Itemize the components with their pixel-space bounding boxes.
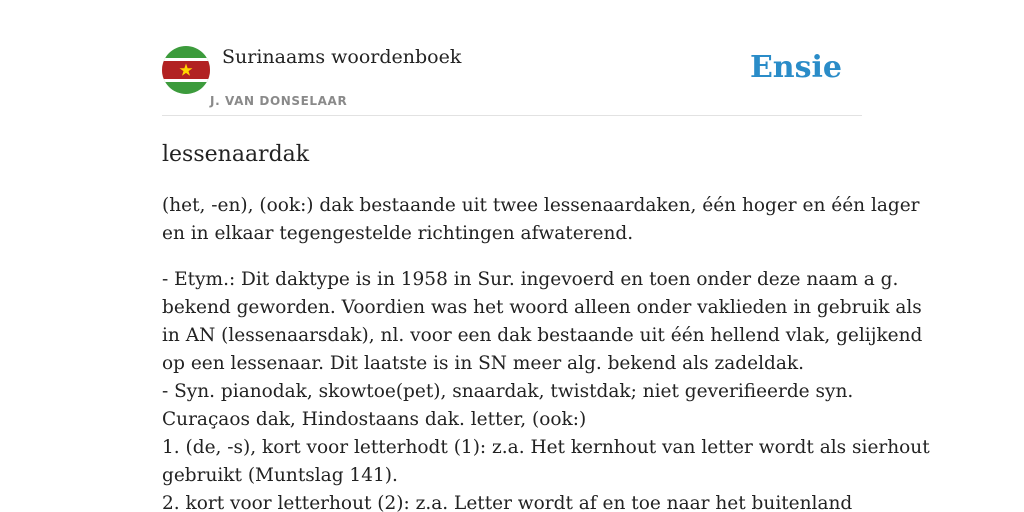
dictionary-header [162, 46, 862, 116]
entry-notes [162, 266, 930, 512]
notes-line: - Syn. pianodak, skowtoe(pet), snaardak, twistdak; niet geverifieerde syn. [162, 381, 854, 402]
entry-content [162, 140, 930, 512]
dictionary-title[interactable]: Surinaams woordenboek [222, 46, 462, 68]
header-divider [162, 115, 862, 116]
ensie-logo[interactable]: Ensie [749, 50, 842, 85]
notes-line: 2. kort voor letterhout (2): z.a. Letter wordt af en toe naar het buitenland [162, 493, 853, 512]
entry-definition [162, 192, 920, 248]
notes-line: op een lessenaar. Dit laatste is in SN meer alg. bekend als zadeldak. [162, 353, 804, 374]
notes-line: 1. (de, -s), kort voor letterhodt (1): z.a. Het kernhout van letter wordt als sierhout [162, 437, 930, 458]
definition-line: (het, -en), (ook:) dak bestaande uit twee lessenaardaken, één hoger en één lager [162, 195, 920, 216]
notes-line: in AN (lessenaarsdak), nl. voor een dak bestaande uit één hellend vlak, gelijkend [162, 325, 923, 346]
notes-line: gebruikt (Muntslag 141). [162, 465, 398, 486]
definition-line: en in elkaar tegengestelde richtingen afwaterend. [162, 223, 634, 244]
suriname-flag-icon [162, 46, 210, 94]
notes-line: Curaçaos dak, Hindostaans dak. letter, (ook:) [162, 409, 587, 430]
entry-headword: lessenaardak [162, 142, 310, 167]
notes-line: bekend geworden. Voordien was het woord alleen onder vaklieden in gebruik als [162, 297, 922, 318]
notes-line: - Etym.: Dit daktype is in 1958 in Sur. ingevoerd en toen onder deze naam a g. [162, 269, 899, 290]
dictionary-author: J. VAN DONSELAAR [210, 94, 348, 108]
